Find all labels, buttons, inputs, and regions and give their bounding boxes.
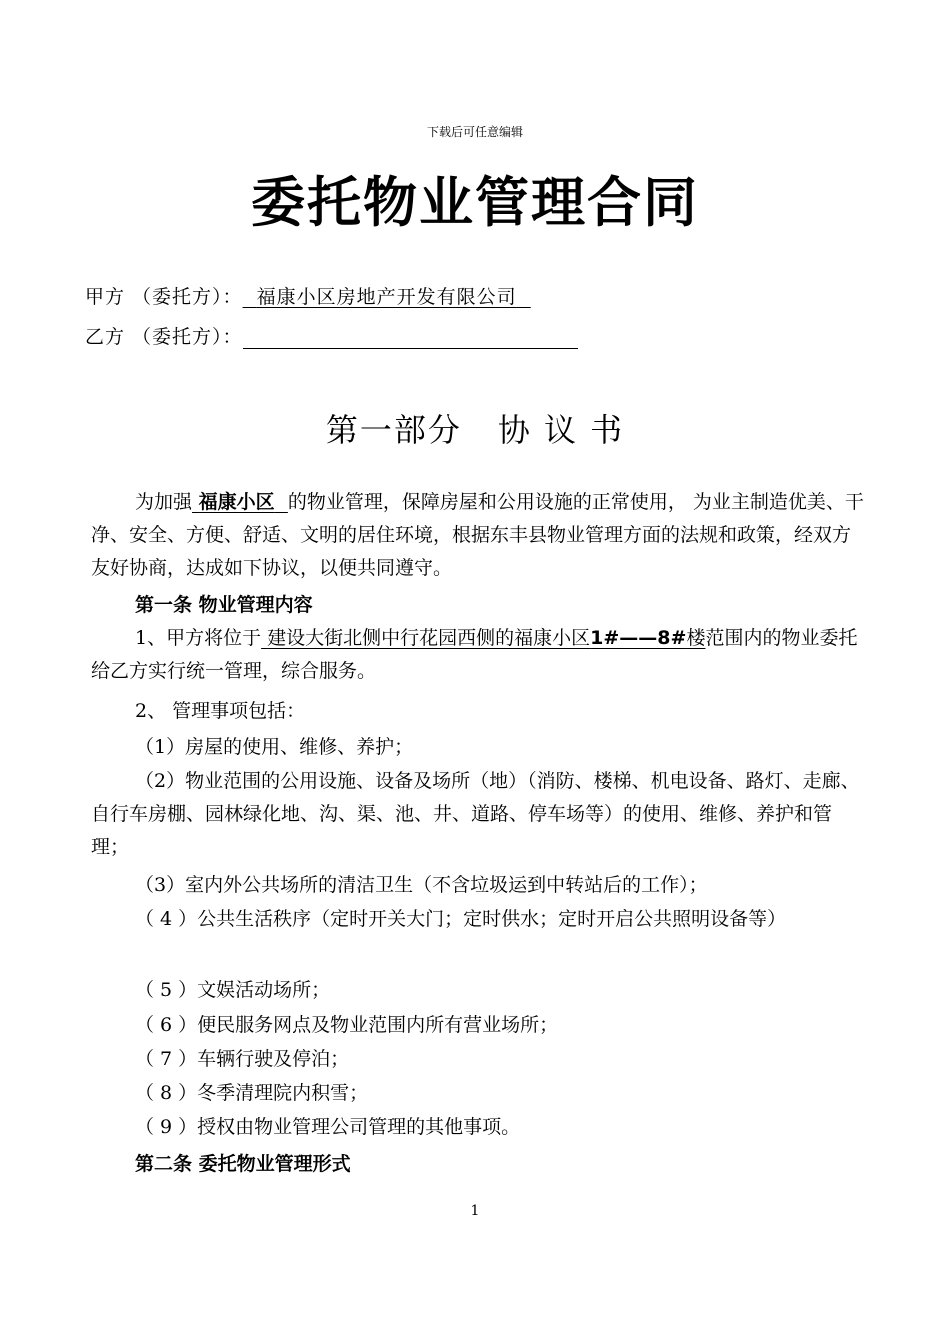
intro-paragraph (91, 486, 866, 585)
sub-item-5: （ 5 ）文娱活动场所； (135, 979, 331, 1001)
sub-item-8: （ 8 ）冬季清理院内积雪； (135, 1082, 369, 1104)
intro-after: 的物业管理，保障房屋和公用设施的正常使用， 为业主制造优美、干净、安全、方便、舒适、文明的居住环境，根据东丰县物业管理方面的法规和政策，经双方友好协商，达成如下协议，以便共同遵守。 (91, 491, 864, 579)
sub-item-6: （ 6 ）便民服务网点及物业范围内所有营业场所； (135, 1014, 559, 1036)
party-a-value: 福康小区房地产开发有限公司 (256, 286, 517, 308)
sub-item-4: （ 4 ）公共生活秩序（定时开关大门；定时供水；定时开启公共照明设备等） (135, 908, 787, 930)
party-a-line (85, 282, 531, 309)
part-title (0, 405, 950, 451)
sub-item-7: （ 7 ）车辆行驶及停泊； (135, 1048, 350, 1070)
page-number: 1 (470, 1203, 480, 1219)
part-title-right: 协 议 书 (497, 411, 625, 449)
intro-name: 福康小区 (198, 491, 275, 513)
article1-heading: 第一条 物业管理内容 (135, 594, 313, 616)
party-a-label: 甲方 （委托方）： (85, 286, 243, 308)
party-b-label: 乙方 （委托方）： (85, 326, 243, 348)
sub-item-9: （ 9 ）授权由物业管理公司管理的其他事项。 (135, 1116, 521, 1138)
sub-item-2: （2）物业范围的公用设施、设备及场所（地）（消防、楼梯、机电设备、路灯、走廊、自行车房棚、园林绿化地、沟、渠、池、井、道路、停车场等）的使用、维修、养护和管理； (91, 770, 860, 858)
item1-after: 范围内的物业委托给乙方实行统一管理，综合服务。 (91, 627, 858, 682)
intro-before: 为加强 (135, 491, 193, 513)
item1-location-underlined: 建设大街北侧中行花园西侧的福康小区1#——8#楼 (267, 627, 706, 649)
header-note: 下载后可任意编辑 (426, 125, 523, 139)
sub-item-1: （1）房屋的使用、维修、养护； (135, 736, 414, 758)
article2-heading: 第二条 委托物业管理形式 (135, 1153, 351, 1175)
sub-item-3: （3）室内外公共场所的清洁卫生（不含垃圾运到中转站后的工作）； (135, 874, 708, 896)
item1-before: 1、甲方将位于 (135, 627, 262, 649)
party-b-line (85, 322, 578, 349)
document-title: 委托物业管理合同 (251, 171, 699, 234)
article1-item2-label: 2、 管理事项包括： (135, 700, 306, 722)
article1-item1 (91, 622, 866, 688)
party-b-blank (243, 325, 578, 349)
part-title-left: 第一部分 (325, 411, 462, 449)
